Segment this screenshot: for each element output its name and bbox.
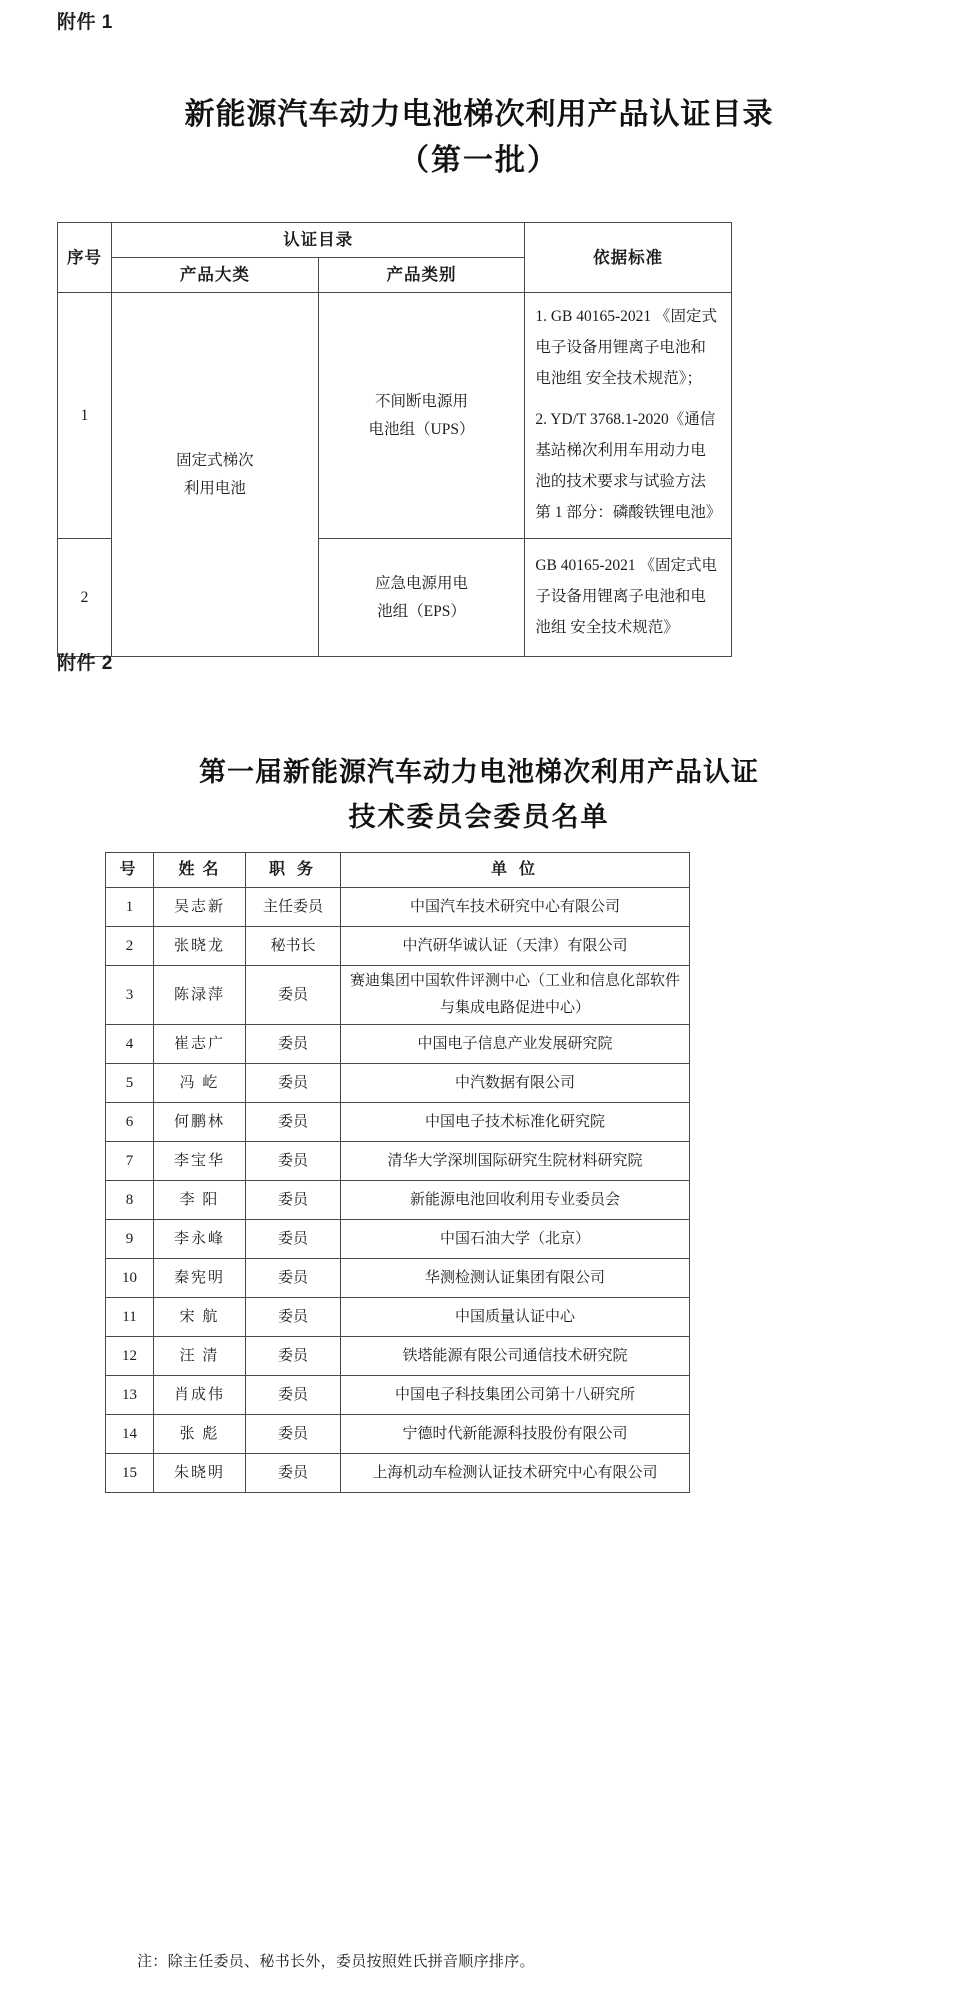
attachment-2-label: 附件 2 (57, 653, 113, 674)
header-org: 单 位 (341, 853, 690, 888)
member-name: 李宝华 (154, 1142, 246, 1181)
catalog-table-head (58, 223, 732, 293)
member-name: 李 阳 (154, 1181, 246, 1220)
table-row (106, 1376, 690, 1415)
member-org: 中汽数据有限公司 (341, 1064, 690, 1103)
catalog-row-1 (58, 293, 732, 539)
member-name: 李永峰 (154, 1220, 246, 1259)
member-role: 委员 (246, 1376, 341, 1415)
member-name: 肖成伟 (154, 1376, 246, 1415)
member-org: 中国电子技术标准化研究院 (341, 1103, 690, 1142)
catalog-row-1-product-type: 不间断电源用 电池组（UPS） (318, 293, 525, 539)
certification-catalog-table (57, 222, 732, 657)
member-org: 中国质量认证中心 (341, 1298, 690, 1337)
member-name: 汪 清 (154, 1337, 246, 1376)
member-role: 委员 (246, 1298, 341, 1337)
member-no: 6 (106, 1103, 154, 1142)
member-role: 委员 (246, 1415, 341, 1454)
header-role: 职 务 (246, 853, 341, 888)
committee-table-head (106, 853, 690, 888)
attachment-1-label: 附件 1 (57, 12, 113, 33)
member-org: 赛迪集团中国软件评测中心（工业和信息化部软件与集成电路促进中心） (341, 966, 690, 1025)
attachment-2-title-line2: 技术委员会委员名单 (348, 802, 610, 832)
table-row (106, 888, 690, 927)
member-role: 委员 (246, 1454, 341, 1493)
member-role: 委员 (246, 966, 341, 1025)
member-name: 宋 航 (154, 1298, 246, 1337)
standard-item: 2. YD/T 3768.1-2020《通信基站梯次利用车用动力电池的技术要求与试验方法 第 1 部分：磷酸铁锂电池》 (535, 411, 722, 521)
member-org: 清华大学深圳国际研究生院材料研究院 (341, 1142, 690, 1181)
attachment-1-title-line2: （第一批） (399, 144, 559, 177)
member-name: 张 彪 (154, 1415, 246, 1454)
table-row (106, 966, 690, 1025)
member-org: 中国电子科技集团公司第十八研究所 (341, 1376, 690, 1415)
header-catalog-group: 认证目录 (112, 223, 525, 258)
member-no: 1 (106, 888, 154, 927)
member-name: 张晓龙 (154, 927, 246, 966)
table-row (106, 1415, 690, 1454)
member-role: 主任委员 (246, 888, 341, 927)
member-name: 朱晓明 (154, 1454, 246, 1493)
table-row (106, 1337, 690, 1376)
header-standard: 依据标准 (525, 223, 732, 293)
committee-table-body (106, 888, 690, 1493)
member-no: 4 (106, 1025, 154, 1064)
attachment-1-title (0, 92, 958, 184)
member-org: 铁塔能源有限公司通信技术研究院 (341, 1337, 690, 1376)
member-role: 委员 (246, 1220, 341, 1259)
header-no: 号 (106, 853, 154, 888)
header-major-category: 产品大类 (112, 258, 319, 293)
committee-member-table (105, 852, 690, 1493)
table-row (106, 1181, 690, 1220)
member-no: 10 (106, 1259, 154, 1298)
member-no: 5 (106, 1064, 154, 1103)
member-name: 崔志广 (154, 1025, 246, 1064)
committee-header-row (106, 853, 690, 888)
table-row (106, 1064, 690, 1103)
attachment-2-title (0, 750, 958, 840)
attachment-2-title-line1: 第一届新能源汽车动力电池梯次利用产品认证 (199, 757, 759, 787)
standard-item: 1. GB 40165-2021 《固定式电子设备用锂离子电池和电池组 安全技术规范》； (535, 308, 718, 387)
member-role: 秘书长 (246, 927, 341, 966)
table-row (106, 1259, 690, 1298)
header-seq: 序号 (58, 223, 112, 293)
catalog-row-2-seq: 2 (58, 539, 112, 657)
table-row (106, 1025, 690, 1064)
table-row (106, 1103, 690, 1142)
member-org: 中国汽车技术研究中心有限公司 (341, 888, 690, 927)
table-row (106, 1142, 690, 1181)
member-no: 9 (106, 1220, 154, 1259)
table-row (106, 1454, 690, 1493)
member-name: 何鹏林 (154, 1103, 246, 1142)
member-role: 委员 (246, 1181, 341, 1220)
table-row (106, 927, 690, 966)
member-no: 14 (106, 1415, 154, 1454)
member-no: 13 (106, 1376, 154, 1415)
member-org: 中国电子信息产业发展研究院 (341, 1025, 690, 1064)
member-no: 11 (106, 1298, 154, 1337)
member-role: 委员 (246, 1025, 341, 1064)
member-role: 委员 (246, 1064, 341, 1103)
member-no: 3 (106, 966, 154, 1025)
member-org: 中汽研华诚认证（天津）有限公司 (341, 927, 690, 966)
member-org: 上海机动车检测认证技术研究中心有限公司 (341, 1454, 690, 1493)
member-org: 新能源电池回收利用专业委员会 (341, 1181, 690, 1220)
member-role: 委员 (246, 1337, 341, 1376)
table-row (106, 1220, 690, 1259)
catalog-table-body (58, 293, 732, 657)
member-role: 委员 (246, 1142, 341, 1181)
standard-item: GB 40165-2021 《固定式电子设备用锂离子电池和电池组 安全技术规范》 (535, 557, 718, 636)
member-no: 8 (106, 1181, 154, 1220)
member-no: 2 (106, 927, 154, 966)
catalog-row-2-standards (525, 539, 732, 657)
catalog-header-row-1 (58, 223, 732, 258)
member-name: 秦宪明 (154, 1259, 246, 1298)
member-no: 15 (106, 1454, 154, 1493)
member-org: 中国石油大学（北京） (341, 1220, 690, 1259)
catalog-row-1-standards (525, 293, 732, 539)
member-name: 冯 屹 (154, 1064, 246, 1103)
catalog-major-category-merged: 固定式梯次 利用电池 (112, 293, 319, 657)
header-product-type: 产品类别 (318, 258, 525, 293)
header-name: 姓 名 (154, 853, 246, 888)
member-no: 7 (106, 1142, 154, 1181)
member-name: 吴志新 (154, 888, 246, 927)
member-role: 委员 (246, 1103, 341, 1142)
member-org: 华测检测认证集团有限公司 (341, 1259, 690, 1298)
attachment-1-title-line1: 新能源汽车动力电池梯次利用产品认证目录 (184, 98, 774, 131)
catalog-row-2-product-type: 应急电源用电 池组（EPS） (318, 539, 525, 657)
member-no: 12 (106, 1337, 154, 1376)
table-row (106, 1298, 690, 1337)
catalog-row-1-seq: 1 (58, 293, 112, 539)
committee-footnote: 注：除主任委员、秘书长外，委员按照姓氏拼音顺序排序。 (137, 1954, 535, 1970)
member-org: 宁德时代新能源科技股份有限公司 (341, 1415, 690, 1454)
member-role: 委员 (246, 1259, 341, 1298)
member-name: 陈渌萍 (154, 966, 246, 1025)
